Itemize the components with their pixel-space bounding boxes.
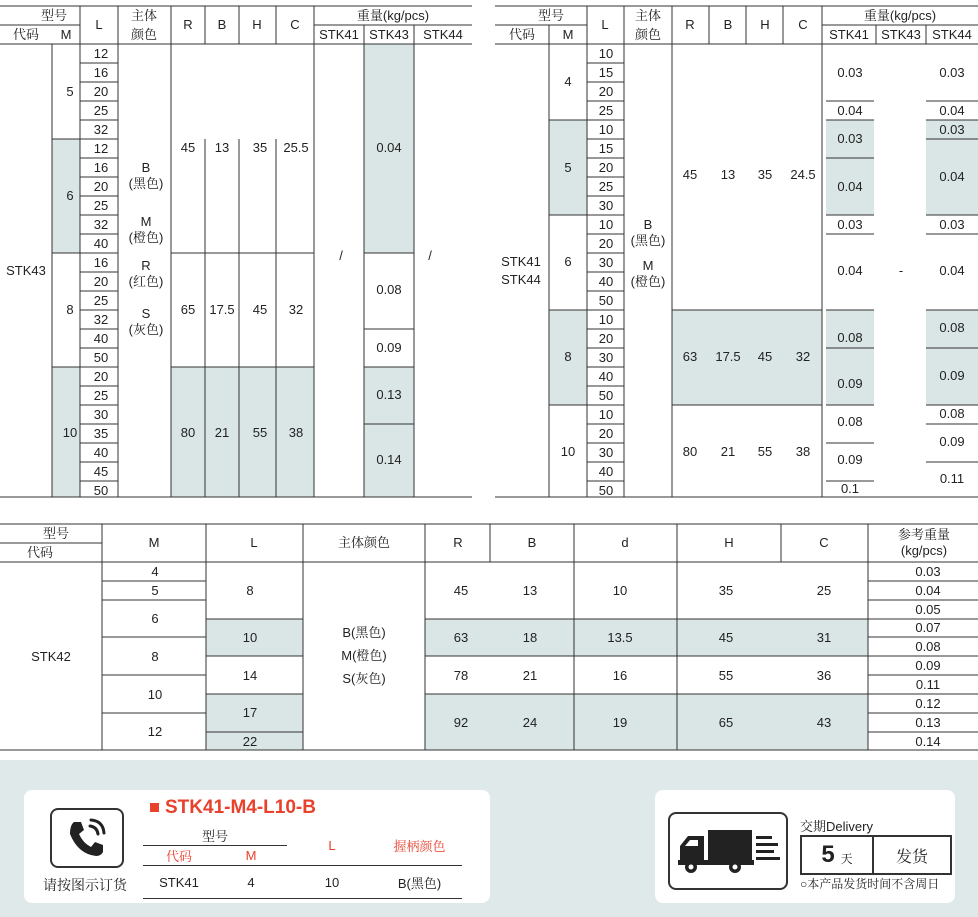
weight-cell: 0.08 <box>837 330 863 345</box>
l-cell: 30 <box>598 350 614 365</box>
m-cell: 8 <box>66 302 74 317</box>
l-cell: 25 <box>598 179 614 194</box>
weight-cell: 0.14 <box>376 452 402 467</box>
color-text: R <box>141 258 151 273</box>
header-w44: STK44 <box>423 27 463 42</box>
header-model: 型号 <box>40 8 68 23</box>
header-r: R <box>183 17 193 32</box>
l-cell: 20 <box>598 331 614 346</box>
c-cell: 25 <box>816 583 832 598</box>
h-cell: 55 <box>718 668 734 683</box>
header-color: 主体 <box>130 8 158 23</box>
c-cell: 25.5 <box>283 140 309 155</box>
color-text: S(灰色) <box>342 671 386 686</box>
l-cell: 12 <box>93 46 109 61</box>
b-cell: 21 <box>214 425 230 440</box>
ex-code: STK41 <box>143 866 215 899</box>
color-text: (橙色) <box>128 230 164 245</box>
weight-cell: 0.08 <box>939 320 965 335</box>
l-cell: 32 <box>93 312 109 327</box>
h-cell: 35 <box>757 167 773 182</box>
color-text: B <box>643 217 653 232</box>
weight-cell: 0.14 <box>915 734 941 749</box>
d-cell: 13.5 <box>607 630 633 645</box>
l-cell: 32 <box>93 217 109 232</box>
ex-header-code: 代码 <box>143 846 215 866</box>
weight-cell: 0.12 <box>915 696 941 711</box>
l-cell: 10 <box>598 407 614 422</box>
h-cell: 55 <box>757 444 773 459</box>
header-b: B <box>217 17 227 32</box>
l-cell: 40 <box>93 236 109 251</box>
r-cell: 78 <box>453 668 469 683</box>
header-code: 代码 <box>508 27 536 42</box>
delivery-days-unit: 天 <box>840 851 853 866</box>
c-cell: 32 <box>288 302 304 317</box>
l-cell: 20 <box>93 274 109 289</box>
l-cell: 8 <box>246 583 254 598</box>
l-cell: 16 <box>93 255 109 270</box>
color-text: M <box>642 258 654 273</box>
l-cell: 50 <box>598 388 614 403</box>
delivery-box <box>800 835 952 875</box>
l-cell: 17 <box>242 705 258 720</box>
l-cell: 32 <box>93 122 109 137</box>
color-text: B <box>141 160 151 175</box>
delivery-title: 交期Delivery <box>800 819 873 834</box>
b-cell: 17.5 <box>715 349 741 364</box>
header-h: H <box>760 17 770 32</box>
header-weight: 参考重量 <box>897 527 951 542</box>
weight-cell: 0.03 <box>915 564 941 579</box>
delivery-ship: 发货 <box>895 848 928 866</box>
l-cell: 25 <box>93 103 109 118</box>
header-b: B <box>527 535 537 550</box>
header-b: B <box>723 17 733 32</box>
ex-header-color: 握柄颜色 <box>377 826 462 866</box>
weight-cell: 0.08 <box>376 282 402 297</box>
m-cell: 4 <box>564 74 572 89</box>
header-w41: STK41 <box>319 27 359 42</box>
weight-cell: 0.1 <box>840 481 860 496</box>
m-cell: 12 <box>147 724 163 739</box>
l-cell: 20 <box>598 426 614 441</box>
h-cell: 35 <box>718 583 734 598</box>
color-text: (橙色) <box>630 274 666 289</box>
l-cell: 10 <box>598 46 614 61</box>
d-cell: 10 <box>612 583 628 598</box>
color-text: (红色) <box>128 274 164 289</box>
l-cell: 14 <box>242 668 258 683</box>
weight-cell: 0.04 <box>915 583 941 598</box>
m-cell: 10 <box>147 687 163 702</box>
header-color: 主体 <box>634 8 662 23</box>
m-cell: 5 <box>564 160 572 175</box>
r-cell: 45 <box>180 140 196 155</box>
color-text: M <box>140 214 152 229</box>
header-c: C <box>819 535 829 550</box>
h-cell: 45 <box>757 349 773 364</box>
l-cell: 10 <box>598 217 614 232</box>
l-cell: 50 <box>598 293 614 308</box>
header-code: 代码 <box>12 27 40 42</box>
example-title-text: STK41-M4-L10-B <box>165 797 316 818</box>
l-cell: 22 <box>242 734 258 749</box>
weight-cell: 0.11 <box>915 677 941 692</box>
l-cell: 35 <box>93 426 109 441</box>
ex-header-l: L <box>287 826 377 866</box>
header-h: H <box>724 535 734 550</box>
m-cell: 8 <box>151 649 159 664</box>
l-cell: 25 <box>93 198 109 213</box>
delivery-note: ○本产品发货时间不含周日 <box>800 877 940 891</box>
header-code: 代码 <box>26 545 54 560</box>
code-cell: STK41 <box>501 254 541 269</box>
code-cell: STK42 <box>31 649 71 664</box>
header-l: L <box>250 535 258 550</box>
header-c: C <box>798 17 808 32</box>
weight-cell: 0.04 <box>939 169 965 184</box>
header-h: H <box>252 17 262 32</box>
r-cell: 80 <box>180 425 196 440</box>
l-cell: 25 <box>598 103 614 118</box>
m-cell: 6 <box>151 611 159 626</box>
weight-cell: 0.09 <box>837 376 863 391</box>
delivery-days <box>802 837 874 873</box>
h-cell: 35 <box>252 140 268 155</box>
b-cell: 24 <box>522 715 538 730</box>
b-cell: 13 <box>720 167 736 182</box>
weight-cell: 0.03 <box>837 217 863 232</box>
color-text: (灰色) <box>128 322 164 337</box>
weight-cell: 0.03 <box>837 65 863 80</box>
h-cell: 45 <box>718 630 734 645</box>
bullet-square-icon <box>150 803 159 812</box>
m-cell: 10 <box>62 425 78 440</box>
c-cell: 24.5 <box>790 167 816 182</box>
c-cell: 32 <box>795 349 811 364</box>
weight-cell: 0.08 <box>837 414 863 429</box>
header-r: R <box>453 535 463 550</box>
r-cell: 65 <box>180 302 196 317</box>
l-cell: 40 <box>598 464 614 479</box>
order-hint: 请按图示订货 <box>43 877 127 893</box>
l-cell: 25 <box>93 388 109 403</box>
l-cell: 20 <box>598 160 614 175</box>
l-cell: 40 <box>598 369 614 384</box>
r-cell: 92 <box>453 715 469 730</box>
na-cell: / <box>339 248 343 263</box>
m-cell: 5 <box>151 583 159 598</box>
r-cell: 80 <box>682 444 698 459</box>
m-cell: 5 <box>66 84 74 99</box>
l-cell: 50 <box>93 483 109 498</box>
l-cell: 16 <box>93 160 109 175</box>
h-cell: 55 <box>252 425 268 440</box>
l-cell: 10 <box>242 630 258 645</box>
b-cell: 21 <box>720 444 736 459</box>
weight-cell: 0.09 <box>837 452 863 467</box>
l-cell: 20 <box>93 369 109 384</box>
l-cell: 20 <box>598 236 614 251</box>
example-title <box>150 797 316 819</box>
weight-cell: 0.09 <box>915 658 941 673</box>
l-cell: 10 <box>598 312 614 327</box>
l-cell: 20 <box>93 84 109 99</box>
l-cell: 25 <box>93 293 109 308</box>
l-cell: 40 <box>93 445 109 460</box>
header-m: M <box>148 535 160 550</box>
weight-cell: 0.05 <box>915 602 941 617</box>
weight-cell: 0.09 <box>939 368 965 383</box>
l-cell: 30 <box>93 407 109 422</box>
ex-header-model: 型号 <box>143 826 287 846</box>
ex-color: B(黑色) <box>377 866 462 899</box>
color-text: M(橙色) <box>341 648 387 663</box>
b-cell: 18 <box>522 630 538 645</box>
header-color: 主体颜色 <box>337 535 391 550</box>
weight-cell: 0.08 <box>939 406 965 421</box>
header-color-2: 颜色 <box>634 27 662 42</box>
l-cell: 20 <box>598 84 614 99</box>
ex-m: 4 <box>215 866 287 899</box>
b-cell: 13 <box>214 140 230 155</box>
l-cell: 50 <box>598 483 614 498</box>
m-cell: 10 <box>560 444 576 459</box>
header-weight: 重量(kg/pcs) <box>356 8 430 23</box>
color-text: (黑色) <box>630 233 666 248</box>
header-w43: STK43 <box>369 27 409 42</box>
l-cell: 30 <box>598 445 614 460</box>
ex-header-m: M <box>215 846 287 866</box>
weight-cell: 0.11 <box>939 471 965 486</box>
weight-cell: 0.04 <box>837 179 863 194</box>
l-cell: 15 <box>598 65 614 80</box>
weight-cell: 0.03 <box>939 217 965 232</box>
l-cell: 15 <box>598 141 614 156</box>
header-c: C <box>290 17 300 32</box>
r-cell: 63 <box>682 349 698 364</box>
weight-cell: 0.04 <box>939 103 965 118</box>
b-cell: 13 <box>522 583 538 598</box>
ex-l: 10 <box>287 866 377 899</box>
h-cell: 45 <box>252 302 268 317</box>
c-cell: 38 <box>288 425 304 440</box>
l-cell: 50 <box>93 350 109 365</box>
truck-icon <box>668 812 788 890</box>
b-cell: 21 <box>522 668 538 683</box>
r-cell: 45 <box>682 167 698 182</box>
weight-cell: 0.09 <box>939 434 965 449</box>
weight-cell: 0.09 <box>376 340 402 355</box>
header-weight-unit: (kg/pcs) <box>900 543 948 558</box>
na-cell: - <box>898 263 904 278</box>
weight-cell: 0.13 <box>915 715 941 730</box>
l-cell: 10 <box>598 122 614 137</box>
b-cell: 17.5 <box>209 302 235 317</box>
m-cell: 6 <box>66 188 74 203</box>
l-cell: 30 <box>598 198 614 213</box>
example-table <box>143 826 462 899</box>
c-cell: 36 <box>816 668 832 683</box>
header-w41: STK41 <box>829 27 869 42</box>
header-weight: 重量(kg/pcs) <box>863 8 937 23</box>
weight-cell: 0.04 <box>376 140 402 155</box>
weight-cell: 0.04 <box>837 103 863 118</box>
header-l: L <box>601 17 609 32</box>
h-cell: 65 <box>718 715 734 730</box>
l-cell: 40 <box>93 331 109 346</box>
m-cell: 8 <box>564 349 572 364</box>
header-w43: STK43 <box>881 27 921 42</box>
color-text: B(黑色) <box>342 625 386 640</box>
weight-cell: 0.08 <box>915 639 941 654</box>
phone-icon <box>50 808 124 868</box>
m-cell: 4 <box>151 564 159 579</box>
header-d: d <box>621 535 629 550</box>
header-m: M <box>562 27 574 42</box>
weight-cell: 0.07 <box>915 620 941 635</box>
color-text: S <box>141 306 151 321</box>
header-w44: STK44 <box>932 27 972 42</box>
delivery-days-number: 5 <box>821 841 835 868</box>
weight-cell: 0.03 <box>939 65 965 80</box>
weight-cell: 0.13 <box>376 387 402 402</box>
header-l: L <box>95 17 103 32</box>
c-cell: 31 <box>816 630 832 645</box>
d-cell: 16 <box>612 668 628 683</box>
d-cell: 19 <box>612 715 628 730</box>
weight-cell: 0.03 <box>837 131 863 146</box>
header-r: R <box>685 17 695 32</box>
code-cell: STK43 <box>6 263 46 278</box>
m-cell: 6 <box>564 254 572 269</box>
weight-cell: 0.04 <box>939 263 965 278</box>
header-model: 型号 <box>537 8 565 23</box>
c-cell: 38 <box>795 444 811 459</box>
header-color-2: 颜色 <box>130 27 158 42</box>
r-cell: 45 <box>453 583 469 598</box>
l-cell: 30 <box>598 255 614 270</box>
weight-cell: 0.03 <box>939 122 965 137</box>
l-cell: 12 <box>93 141 109 156</box>
c-cell: 43 <box>816 715 832 730</box>
color-text: (黑色) <box>128 176 164 191</box>
na-cell: / <box>428 248 432 263</box>
r-cell: 63 <box>453 630 469 645</box>
header-m: M <box>60 27 72 42</box>
weight-cell: 0.04 <box>837 263 863 278</box>
code-cell: STK44 <box>501 272 541 287</box>
l-cell: 45 <box>93 464 109 479</box>
l-cell: 20 <box>93 179 109 194</box>
header-model: 型号 <box>42 526 70 541</box>
l-cell: 40 <box>598 274 614 289</box>
l-cell: 16 <box>93 65 109 80</box>
